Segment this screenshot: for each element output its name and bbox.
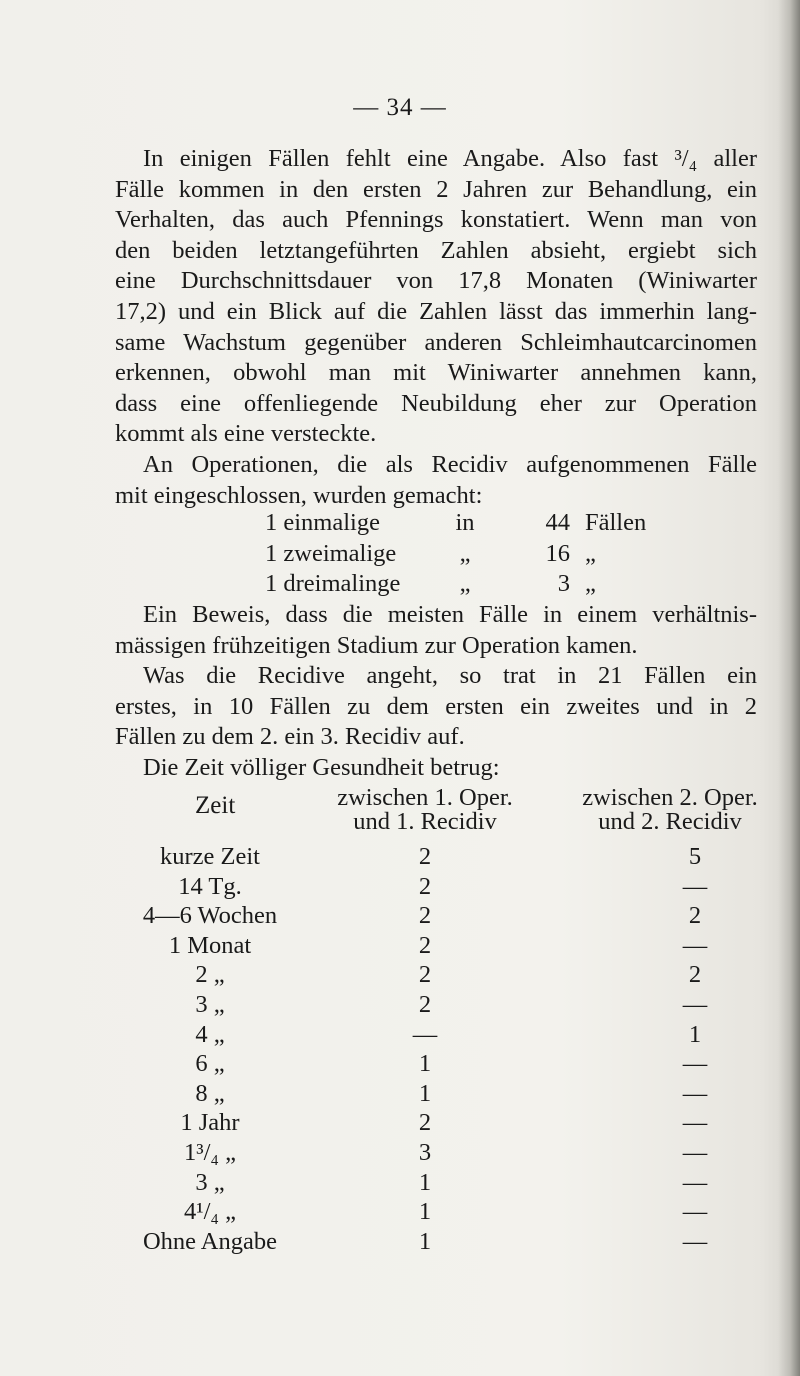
header-col1-line1: zwischen 1. Oper. [337, 784, 513, 811]
operations-row [115, 569, 757, 600]
text-line: An Operationen, die als Recidiv aufgenommenen Fälle [143, 451, 757, 478]
row-value-col1: — [412, 1020, 438, 1048]
row-label: 14 Tg. [178, 872, 242, 900]
table-row [115, 901, 775, 931]
operation-unit: Fällen [585, 509, 647, 536]
row-label: 1 Monat [168, 931, 252, 959]
table-row [115, 960, 775, 990]
row-value-col2: — [682, 1109, 708, 1137]
table-row [115, 931, 775, 961]
table-row [115, 990, 775, 1020]
table-row [115, 842, 775, 872]
table-row [115, 1197, 775, 1227]
header-col1-line2: und 1. Recidiv [353, 808, 497, 835]
row-label: 4¹/₄ „ [184, 1198, 236, 1226]
row-value-col2: — [682, 1227, 708, 1255]
text-line: erstes, in 10 Fällen zu dem ersten ein zweites und in 2 [115, 692, 757, 720]
row-label: 3 „ [195, 1168, 225, 1196]
operation-count: 16 [545, 539, 570, 567]
header-col2-line2: und 2. Recidiv [598, 808, 742, 835]
paragraph-1 [115, 144, 757, 450]
table-row [115, 1138, 775, 1168]
row-value-col2: — [682, 1079, 708, 1107]
row-value-col2: 2 [688, 961, 702, 989]
operation-prep: „ [459, 539, 471, 567]
paragraph-4 [115, 661, 757, 753]
table-row [115, 1168, 775, 1198]
table-row [115, 1079, 775, 1109]
row-value-col1: 1 [418, 1198, 432, 1226]
text-line: same Wachstum gegenüber anderen Schleimhautcarcinomen [115, 328, 757, 356]
table-header [115, 786, 775, 842]
page-number: — 34 — [353, 94, 447, 121]
row-label: 4 „ [195, 1020, 225, 1048]
row-value-col2: — [682, 872, 708, 900]
operations-row [115, 539, 757, 570]
row-label: 2 „ [195, 961, 225, 989]
recidiv-table [115, 786, 775, 1256]
row-label: 1³/₄ „ [184, 1138, 236, 1166]
paragraph-3 [115, 600, 757, 661]
operation-prep: „ [459, 570, 471, 598]
row-label: kurze Zeit [160, 843, 260, 870]
text-line: Die Zeit völliger Gesundheit betrug: [143, 754, 500, 781]
row-value-col1: 2 [418, 961, 432, 989]
operations-list [115, 508, 757, 600]
row-value-col2: — [682, 931, 708, 959]
text-line: mässigen frühzeitigen Stadium zur Operation kamen. [115, 631, 638, 659]
text-line: In einigen Fällen fehlt eine Angabe. Also fast ³/₄ aller [143, 145, 757, 172]
row-value-col2: — [682, 1050, 708, 1078]
operation-count: 3 [557, 570, 570, 598]
table-row [115, 872, 775, 902]
text-line: mit eingeschlossen, wurden gemacht: [115, 481, 483, 509]
row-value-col1: 2 [418, 931, 432, 959]
table-body [115, 842, 775, 1256]
operation-prep: in [455, 509, 475, 536]
text-line: dass eine offenliegende Neubildung eher zur Operation [115, 389, 757, 417]
table-row [115, 1020, 775, 1050]
operation-unit: „ [585, 570, 596, 598]
text-line: den beiden letztangeführten Zahlen absieht, ergiebt sich [115, 236, 757, 264]
operations-row [115, 508, 757, 539]
row-label: Ohne Angabe [142, 1227, 278, 1255]
text-line: erkennen, obwohl man mit Winiwarter annehmen kann, [115, 359, 757, 387]
text-line: 17,2) und ein Blick auf die Zahlen lässt das immerhin lang- [115, 297, 757, 325]
row-value-col1: 1 [418, 1168, 432, 1196]
row-value-col1: 2 [418, 990, 432, 1018]
row-value-col1: 2 [418, 843, 432, 870]
text-line: Fällen zu dem 2. ein 3. Recidiv auf. [115, 723, 465, 751]
row-label: 6 „ [195, 1050, 225, 1078]
table-row [115, 1049, 775, 1079]
text-line: Ein Beweis, dass die meisten Fälle in einem verhältnis- [143, 601, 757, 628]
row-label: 1 Jahr [180, 1109, 240, 1137]
operation-count: 44 [545, 509, 570, 536]
row-value-col2: 1 [688, 1020, 702, 1048]
row-value-col1: 2 [418, 902, 432, 930]
operation-kind: 1 zweimalige [265, 539, 397, 567]
text-line: Verhalten, das auch Pfennings konstatiert. Wenn man von [115, 206, 757, 234]
row-value-col1: 1 [418, 1050, 432, 1078]
row-label: 3 „ [195, 990, 225, 1018]
header-col2-line1: zwischen 2. Oper. [582, 784, 758, 811]
row-value-col1: 1 [418, 1227, 432, 1255]
row-value-col1: 2 [418, 1109, 432, 1137]
page-edge-shadow [778, 0, 800, 1376]
text-line: kommt als eine versteckte. [115, 420, 377, 448]
paragraph-5 [115, 753, 757, 784]
table-row [115, 1108, 775, 1138]
text-line: Fälle kommen in den ersten 2 Jahren zur Behandlung, ein [115, 175, 757, 203]
table-row [115, 1227, 775, 1257]
row-value-col1: 2 [418, 872, 432, 900]
header-col1 [305, 786, 545, 834]
operation-kind: 1 einmalige [265, 509, 380, 536]
text-line: Was die Recidive angeht, so trat in 21 Fällen ein [143, 662, 757, 689]
row-value-col2: — [682, 1198, 708, 1226]
paragraph-2 [115, 450, 757, 511]
text-line: eine Durchschnittsdauer von 17,8 Monaten (Winiwarter [115, 267, 757, 295]
row-value-col2: 5 [688, 843, 702, 870]
header-col2 [550, 786, 790, 834]
operation-unit: „ [585, 539, 596, 567]
row-label: 8 „ [195, 1079, 225, 1107]
row-value-col2: — [682, 990, 708, 1018]
row-value-col1: 1 [418, 1079, 432, 1107]
operation-kind: 1 dreimalinge [265, 570, 401, 598]
row-value-col1: 3 [418, 1138, 432, 1166]
header-zeit: Zeit [195, 792, 236, 819]
row-value-col2: — [682, 1168, 708, 1196]
row-label: 4—6 Wochen [142, 902, 278, 930]
row-value-col2: 2 [688, 902, 702, 930]
row-value-col2: — [682, 1138, 708, 1166]
